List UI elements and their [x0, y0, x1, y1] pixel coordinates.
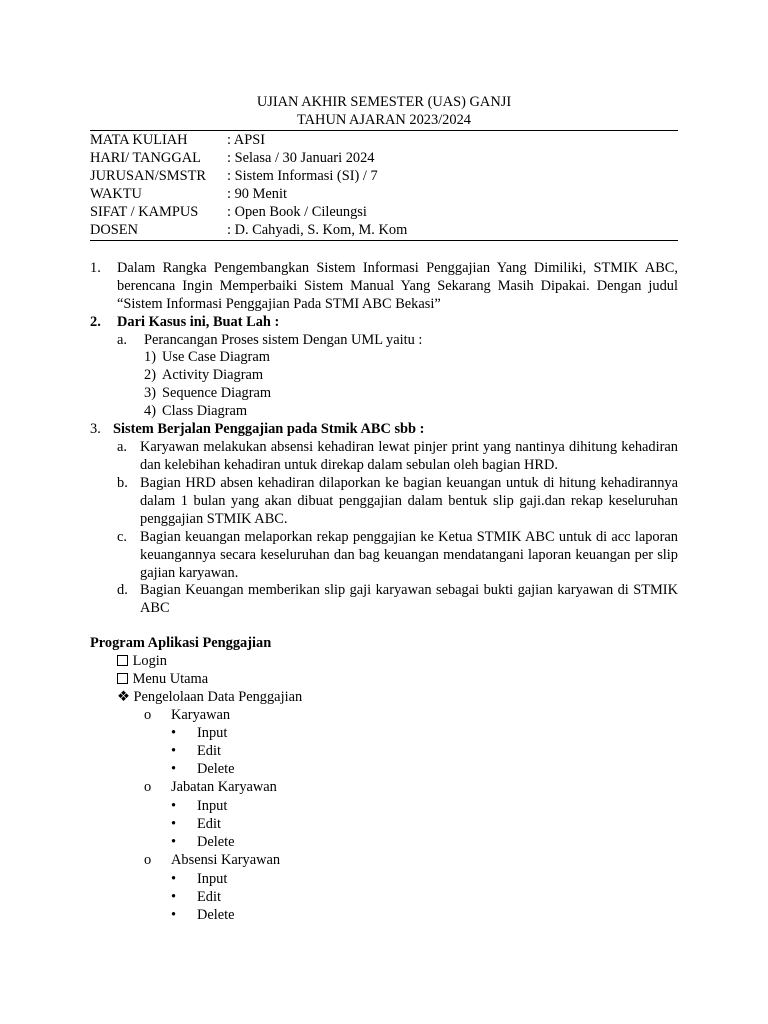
exam-title: UJIAN AKHIR SEMESTER (UAS) GANJI [256, 94, 512, 110]
bullet-icon: • [171, 889, 177, 905]
bottom-rule [90, 240, 678, 241]
question-2-title: Dari Kasus ini, Buat Lah : [117, 314, 280, 330]
diamond-bullet-icon: ❖ [117, 689, 130, 705]
list-marker: a. [117, 439, 127, 455]
bullet-icon: • [171, 816, 177, 832]
uml-diagram-item: Activity Diagram [162, 367, 264, 383]
action-item: Edit [197, 743, 221, 759]
action-item: Delete [197, 834, 235, 850]
data-group-label: Absensi Karyawan [171, 852, 281, 868]
action-item: Edit [197, 816, 221, 832]
program-menu-item: ❖ Pengelolaan Data Penggajian [117, 689, 303, 705]
info-value: : Open Book / Cileungsi [227, 204, 367, 220]
bullet-icon: • [171, 871, 177, 887]
action-item: Delete [197, 761, 235, 777]
bullet-icon: • [171, 743, 177, 759]
bullet-icon: • [171, 725, 177, 741]
list-marker: 2) [144, 367, 156, 383]
list-marker: 1) [144, 349, 156, 365]
bullet-icon: • [171, 798, 177, 814]
list-marker: b. [117, 475, 128, 491]
action-item: Input [197, 871, 228, 887]
uml-diagram-item: Class Diagram [162, 403, 248, 419]
info-value: : Selasa / 30 Januari 2024 [227, 150, 375, 166]
data-group-label: Jabatan Karyawan [171, 779, 277, 795]
program-menu-item: Login [117, 652, 167, 670]
info-value: : APSI [227, 132, 265, 148]
program-title: Program Aplikasi Penggajian [90, 635, 272, 651]
info-key: JURUSAN/SMSTR [90, 168, 206, 184]
academic-year: TAHUN AJARAN 2023/2024 [297, 112, 471, 128]
list-marker: d. [117, 582, 128, 598]
sub-marker: o [144, 707, 152, 723]
uml-diagram-item: Sequence Diagram [162, 385, 272, 401]
bullet-icon: • [171, 761, 177, 777]
sub-marker: o [144, 779, 152, 795]
question-number: 1. [90, 260, 101, 276]
info-value: : Sistem Informasi (SI) / 7 [227, 168, 378, 184]
question-3b-text: Bagian HRD absen kehadiran dilaporkan ke bagian keuangan untuk di hitung kehadirannya dalam 1 bulan yang akan dibuat penggajian dalam bentuk slip gaji.dan rekap keseluruhan penggajian STMIK ABC. [140, 475, 678, 527]
action-item: Input [197, 798, 228, 814]
question-3-title: Sistem Berjalan Penggajian pada Stmik ABC sbb : [113, 421, 425, 437]
checkbox-icon [117, 655, 128, 666]
uml-diagram-item: Use Case Diagram [162, 349, 270, 365]
question-number: 3. [90, 421, 101, 437]
info-key: MATA KULIAH [90, 132, 188, 148]
bullet-icon: • [171, 907, 177, 923]
sub-marker: o [144, 852, 152, 868]
info-key: DOSEN [90, 222, 138, 238]
info-key: SIFAT / KAMPUS [90, 204, 199, 220]
question-3a-text: Karyawan melakukan absensi kehadiran lewat pinjer print yang nantinya dihitung kehadiran dan kelebihan kehadiran untuk direkap dalam sebulan oleh bagian HRD. [140, 439, 678, 473]
data-group-label: Karyawan [171, 707, 231, 723]
question-3d-text: Bagian Keuangan memberikan slip gaji karyawan sebagai bukti gajian karyawan di STMIK ABC [140, 582, 678, 616]
action-item: Delete [197, 907, 235, 923]
list-marker: 3) [144, 385, 156, 401]
list-marker: a. [117, 332, 127, 348]
program-menu-item: Menu Utama [117, 670, 208, 688]
action-item: Edit [197, 889, 221, 905]
info-value: : D. Cahyadi, S. Kom, M. Kom [227, 222, 408, 238]
list-marker: c. [117, 529, 127, 545]
info-value: : 90 Menit [227, 186, 287, 202]
info-key: HARI/ TANGGAL [90, 150, 201, 166]
bullet-icon: • [171, 834, 177, 850]
question-number: 2. [90, 314, 101, 330]
question-2a-text: Perancangan Proses sistem Dengan UML yaitu : [144, 332, 423, 348]
info-key: WAKTU [90, 186, 142, 202]
question-1-text: Dalam Rangka Pengembangkan Sistem Informasi Penggajian Yang Dimiliki, STMIK ABC, berencana Ingin Memperbaiki Sistem Manual Yang Sekarang Masih Dipakai. Dengan judul “Sistem Informasi Penggajian Pada STMI ABC Bekasi” [117, 260, 678, 312]
checkbox-icon [117, 673, 128, 684]
action-item: Input [197, 725, 228, 741]
question-3c-text: Bagian keuangan melaporkan rekap penggajian ke Ketua STMIK ABC untuk di acc laporan keuangannya secara keseluruhan dan bag keuangan mendatangani laporan keuangan per slip gajian karyawan. [140, 529, 678, 581]
list-marker: 4) [144, 403, 156, 419]
